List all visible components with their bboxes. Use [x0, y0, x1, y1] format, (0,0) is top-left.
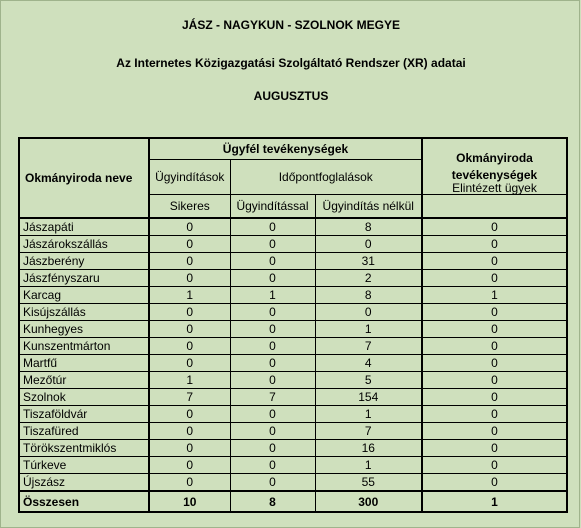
table-row [19, 338, 567, 355]
completed-cell: 0 [422, 338, 567, 355]
successful-cell: 0 [149, 355, 230, 372]
without-case-start-cell: 8 [315, 218, 422, 236]
with-case-start-cell: 0 [230, 440, 315, 457]
successful-cell: 0 [149, 321, 230, 338]
completed-cell: 0 [422, 304, 567, 321]
table-row [19, 270, 567, 287]
without-case-start-cell: 0 [315, 236, 422, 253]
header-with-case-start: Ügyindítással [230, 195, 315, 219]
without-case-start-cell: 4 [315, 355, 422, 372]
completed-cell: 0 [422, 406, 567, 423]
completed-cell: 0 [422, 253, 567, 270]
office-name-cell: Jászapáti [19, 218, 149, 236]
header-office-name: Okmányiroda neve [19, 138, 149, 218]
with-case-start-cell: 0 [230, 236, 315, 253]
successful-cell: 0 [149, 406, 230, 423]
table-row [19, 406, 567, 423]
successful-cell: 0 [149, 338, 230, 355]
successful-cell: 0 [149, 236, 230, 253]
completed-cell: 0 [422, 236, 567, 253]
table-row [19, 440, 567, 457]
table-row [19, 389, 567, 406]
successful-cell: 7 [149, 389, 230, 406]
table-row [19, 218, 567, 236]
successful-cell: 0 [149, 440, 230, 457]
successful-cell: 1 [149, 287, 230, 304]
office-name-cell: Jászberény [19, 253, 149, 270]
statistics-table [18, 137, 568, 513]
total-row [19, 491, 567, 512]
table-row [19, 321, 567, 338]
office-name-cell: Karcag [19, 287, 149, 304]
with-case-start-cell: 0 [230, 372, 315, 389]
office-name-cell: Kunhegyes [19, 321, 149, 338]
successful-cell: 0 [149, 423, 230, 440]
with-case-start-cell: 0 [230, 338, 315, 355]
table-row [19, 236, 567, 253]
total-without-case-start-cell: 300 [315, 491, 422, 512]
total-successful-cell: 10 [149, 491, 230, 512]
table-row [19, 304, 567, 321]
office-name-cell: Kunszentmárton [19, 338, 149, 355]
header-successful: Sikeres [149, 195, 230, 219]
total-completed-cell: 1 [422, 491, 567, 512]
with-case-start-cell: 0 [230, 406, 315, 423]
table-row [19, 287, 567, 304]
without-case-start-cell: 154 [315, 389, 422, 406]
with-case-start-cell: 1 [230, 287, 315, 304]
completed-cell: 0 [422, 372, 567, 389]
total-label: Összesen [19, 491, 149, 512]
with-case-start-cell: 0 [230, 304, 315, 321]
table-row [19, 423, 567, 440]
header-office-activities: Okmányiroda tevékenységek [422, 138, 567, 195]
successful-cell: 0 [149, 218, 230, 236]
successful-cell: 1 [149, 372, 230, 389]
without-case-start-cell: 16 [315, 440, 422, 457]
completed-cell: 0 [422, 218, 567, 236]
office-name-cell: Jászfényszaru [19, 270, 149, 287]
successful-cell: 0 [149, 474, 230, 492]
office-name-cell: Jászárokszállás [19, 236, 149, 253]
header-appointments: Időpontfoglalások [230, 160, 422, 195]
without-case-start-cell: 0 [315, 304, 422, 321]
completed-cell: 0 [422, 440, 567, 457]
with-case-start-cell: 0 [230, 253, 315, 270]
page-title: JÁSZ - NAGYKUN - SZOLNOK MEGYE [181, 18, 400, 32]
without-case-start-cell: 1 [315, 321, 422, 338]
completed-cell: 0 [422, 270, 567, 287]
completed-cell: 0 [422, 423, 567, 440]
header-case-starts: Ügyindítások [149, 160, 230, 195]
successful-cell: 0 [149, 253, 230, 270]
header-client-activities: Ügyfél tevékenységek [149, 138, 422, 160]
office-name-cell: Törökszentmiklós [19, 440, 149, 457]
office-name-cell: Tiszafüred [19, 423, 149, 440]
with-case-start-cell: 0 [230, 457, 315, 474]
without-case-start-cell: 8 [315, 287, 422, 304]
completed-cell: 0 [422, 389, 567, 406]
with-case-start-cell: 0 [230, 423, 315, 440]
successful-cell: 0 [149, 457, 230, 474]
total-with-case-start-cell: 8 [230, 491, 315, 512]
without-case-start-cell: 1 [315, 406, 422, 423]
page-subtitle: Az Internetes Közigazgatási Szolgáltató Rendszer (XR) adatai [116, 56, 466, 70]
table-row [19, 474, 567, 492]
without-case-start-cell: 7 [315, 338, 422, 355]
without-case-start-cell: 1 [315, 457, 422, 474]
completed-cell: 0 [422, 355, 567, 372]
without-case-start-cell: 5 [315, 372, 422, 389]
table-row [19, 372, 567, 389]
successful-cell: 0 [149, 304, 230, 321]
table-row [19, 355, 567, 372]
completed-cell: 0 [422, 321, 567, 338]
office-name-cell: Mezőtúr [19, 372, 149, 389]
header-completed-cases: Elintézett ügyek [422, 195, 567, 219]
without-case-start-cell: 2 [315, 270, 422, 287]
with-case-start-cell: 0 [230, 355, 315, 372]
office-name-cell: Túrkeve [19, 457, 149, 474]
month-label: AUGUSZTUS [253, 89, 329, 103]
completed-cell: 0 [422, 457, 567, 474]
with-case-start-cell: 7 [230, 389, 315, 406]
with-case-start-cell: 0 [230, 270, 315, 287]
with-case-start-cell: 0 [230, 321, 315, 338]
table-row [19, 253, 567, 270]
completed-cell: 0 [422, 474, 567, 492]
office-name-cell: Szolnok [19, 389, 149, 406]
office-name-cell: Újszász [19, 474, 149, 492]
without-case-start-cell: 31 [315, 253, 422, 270]
without-case-start-cell: 55 [315, 474, 422, 492]
table-row [19, 457, 567, 474]
office-name-cell: Martfű [19, 355, 149, 372]
with-case-start-cell: 0 [230, 218, 315, 236]
completed-cell: 1 [422, 287, 567, 304]
office-name-cell: Kisújszállás [19, 304, 149, 321]
header-without-case-start: Ügyindítás nélkül [315, 195, 422, 219]
with-case-start-cell: 0 [230, 474, 315, 492]
successful-cell: 0 [149, 270, 230, 287]
without-case-start-cell: 7 [315, 423, 422, 440]
office-name-cell: Tiszaföldvár [19, 406, 149, 423]
